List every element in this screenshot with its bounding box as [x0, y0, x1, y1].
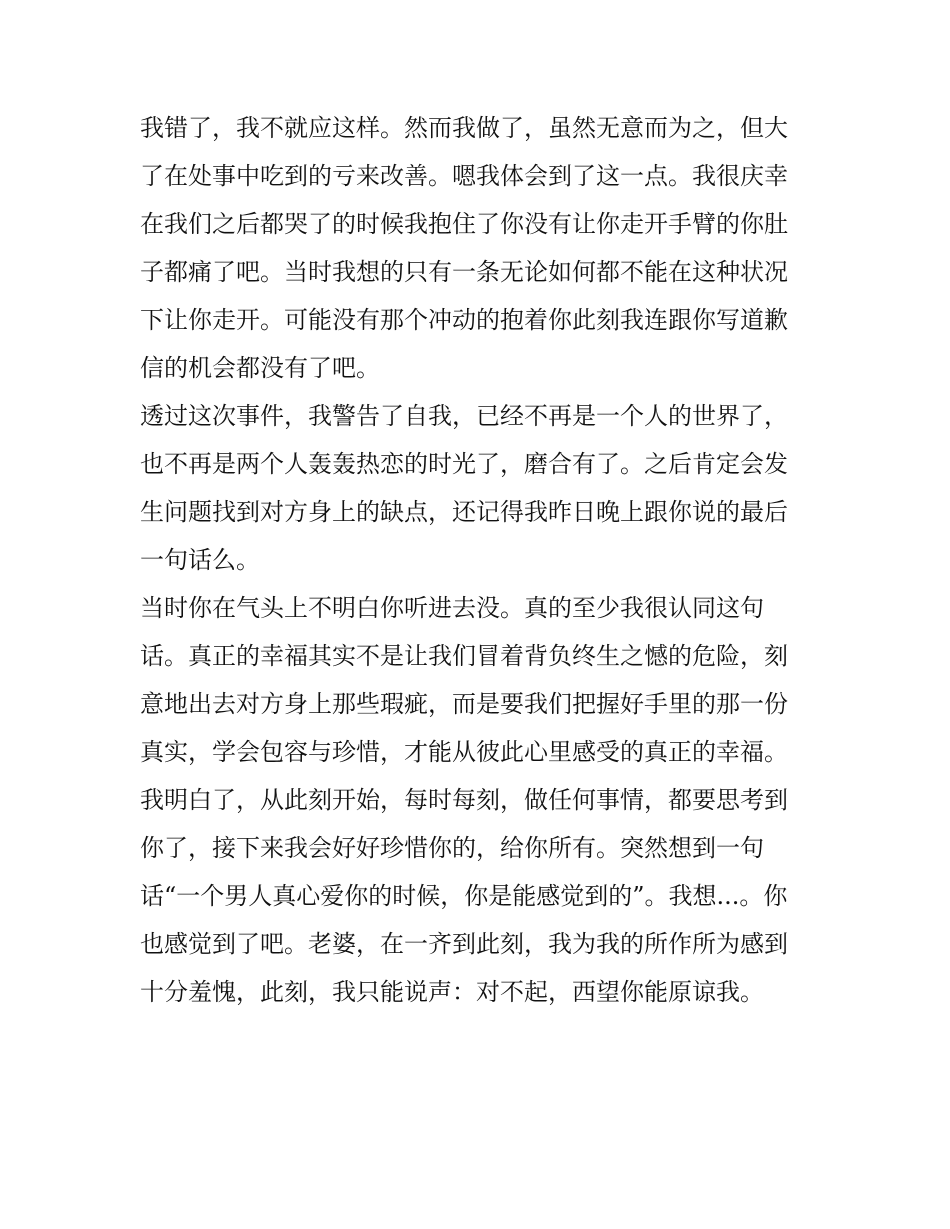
- text-line: 也感觉到了吧。老婆，在一齐到此刻，我为我的所作所为感到: [140, 930, 788, 958]
- text-line: 透过这次事件，我警告了自我，已经不再是一个人的世界了，: [140, 402, 788, 430]
- text-line: 意地出去对方身上那些瑕疵，而是要我们把握好手里的那一份: [140, 690, 788, 718]
- text-line: 信的机会都没有了吧。: [140, 354, 380, 382]
- text-line: 了在处事中吃到的亏来改善。嗯我体会到了这一点。我很庆幸: [140, 162, 788, 190]
- text-line: 在我们之后都哭了的时候我抱住了你没有让你走开手臂的你肚: [140, 210, 788, 238]
- text-line: 真实，学会包容与珍惜，才能从彼此心里感受的真正的幸福。: [140, 738, 788, 766]
- text-line: 也不再是两个人轰轰热恋的时光了，磨合有了。之后肯定会发: [140, 450, 788, 478]
- text-line: 子都痛了吧。当时我想的只有一条无论如何都不能在这种状况: [140, 258, 788, 286]
- text-line: 我错了，我不就应这样。然而我做了，虽然无意而为之，但大: [140, 114, 788, 142]
- text-line: 话。真正的幸福其实不是让我们冒着背负终生之憾的危险，刻: [140, 642, 788, 670]
- text-line: 你了，接下来我会好好珍惜你的，给你所有。突然想到一句: [140, 834, 764, 862]
- text-line: 下让你走开。可能没有那个冲动的抱着你此刻我连跟你写道歉: [140, 306, 788, 334]
- text-line: 话“一个男人真心爱你的时候，你是能感觉到的”。我想...。你: [140, 882, 788, 910]
- text-line: 一句话么。: [140, 546, 260, 574]
- text-line: 当时你在气头上不明白你听进去没。真的至少我很认同这句: [140, 594, 764, 622]
- text-line: 我明白了，从此刻开始，每时每刻，做任何事情，都要思考到: [140, 786, 788, 814]
- document-body: [140, 104, 820, 1016]
- text-line: 生问题找到对方身上的缺点，还记得我昨日晚上跟你说的最后: [140, 498, 788, 526]
- text-line: 十分羞愧，此刻，我只能说声：对不起，西望你能原谅我。: [140, 978, 764, 1006]
